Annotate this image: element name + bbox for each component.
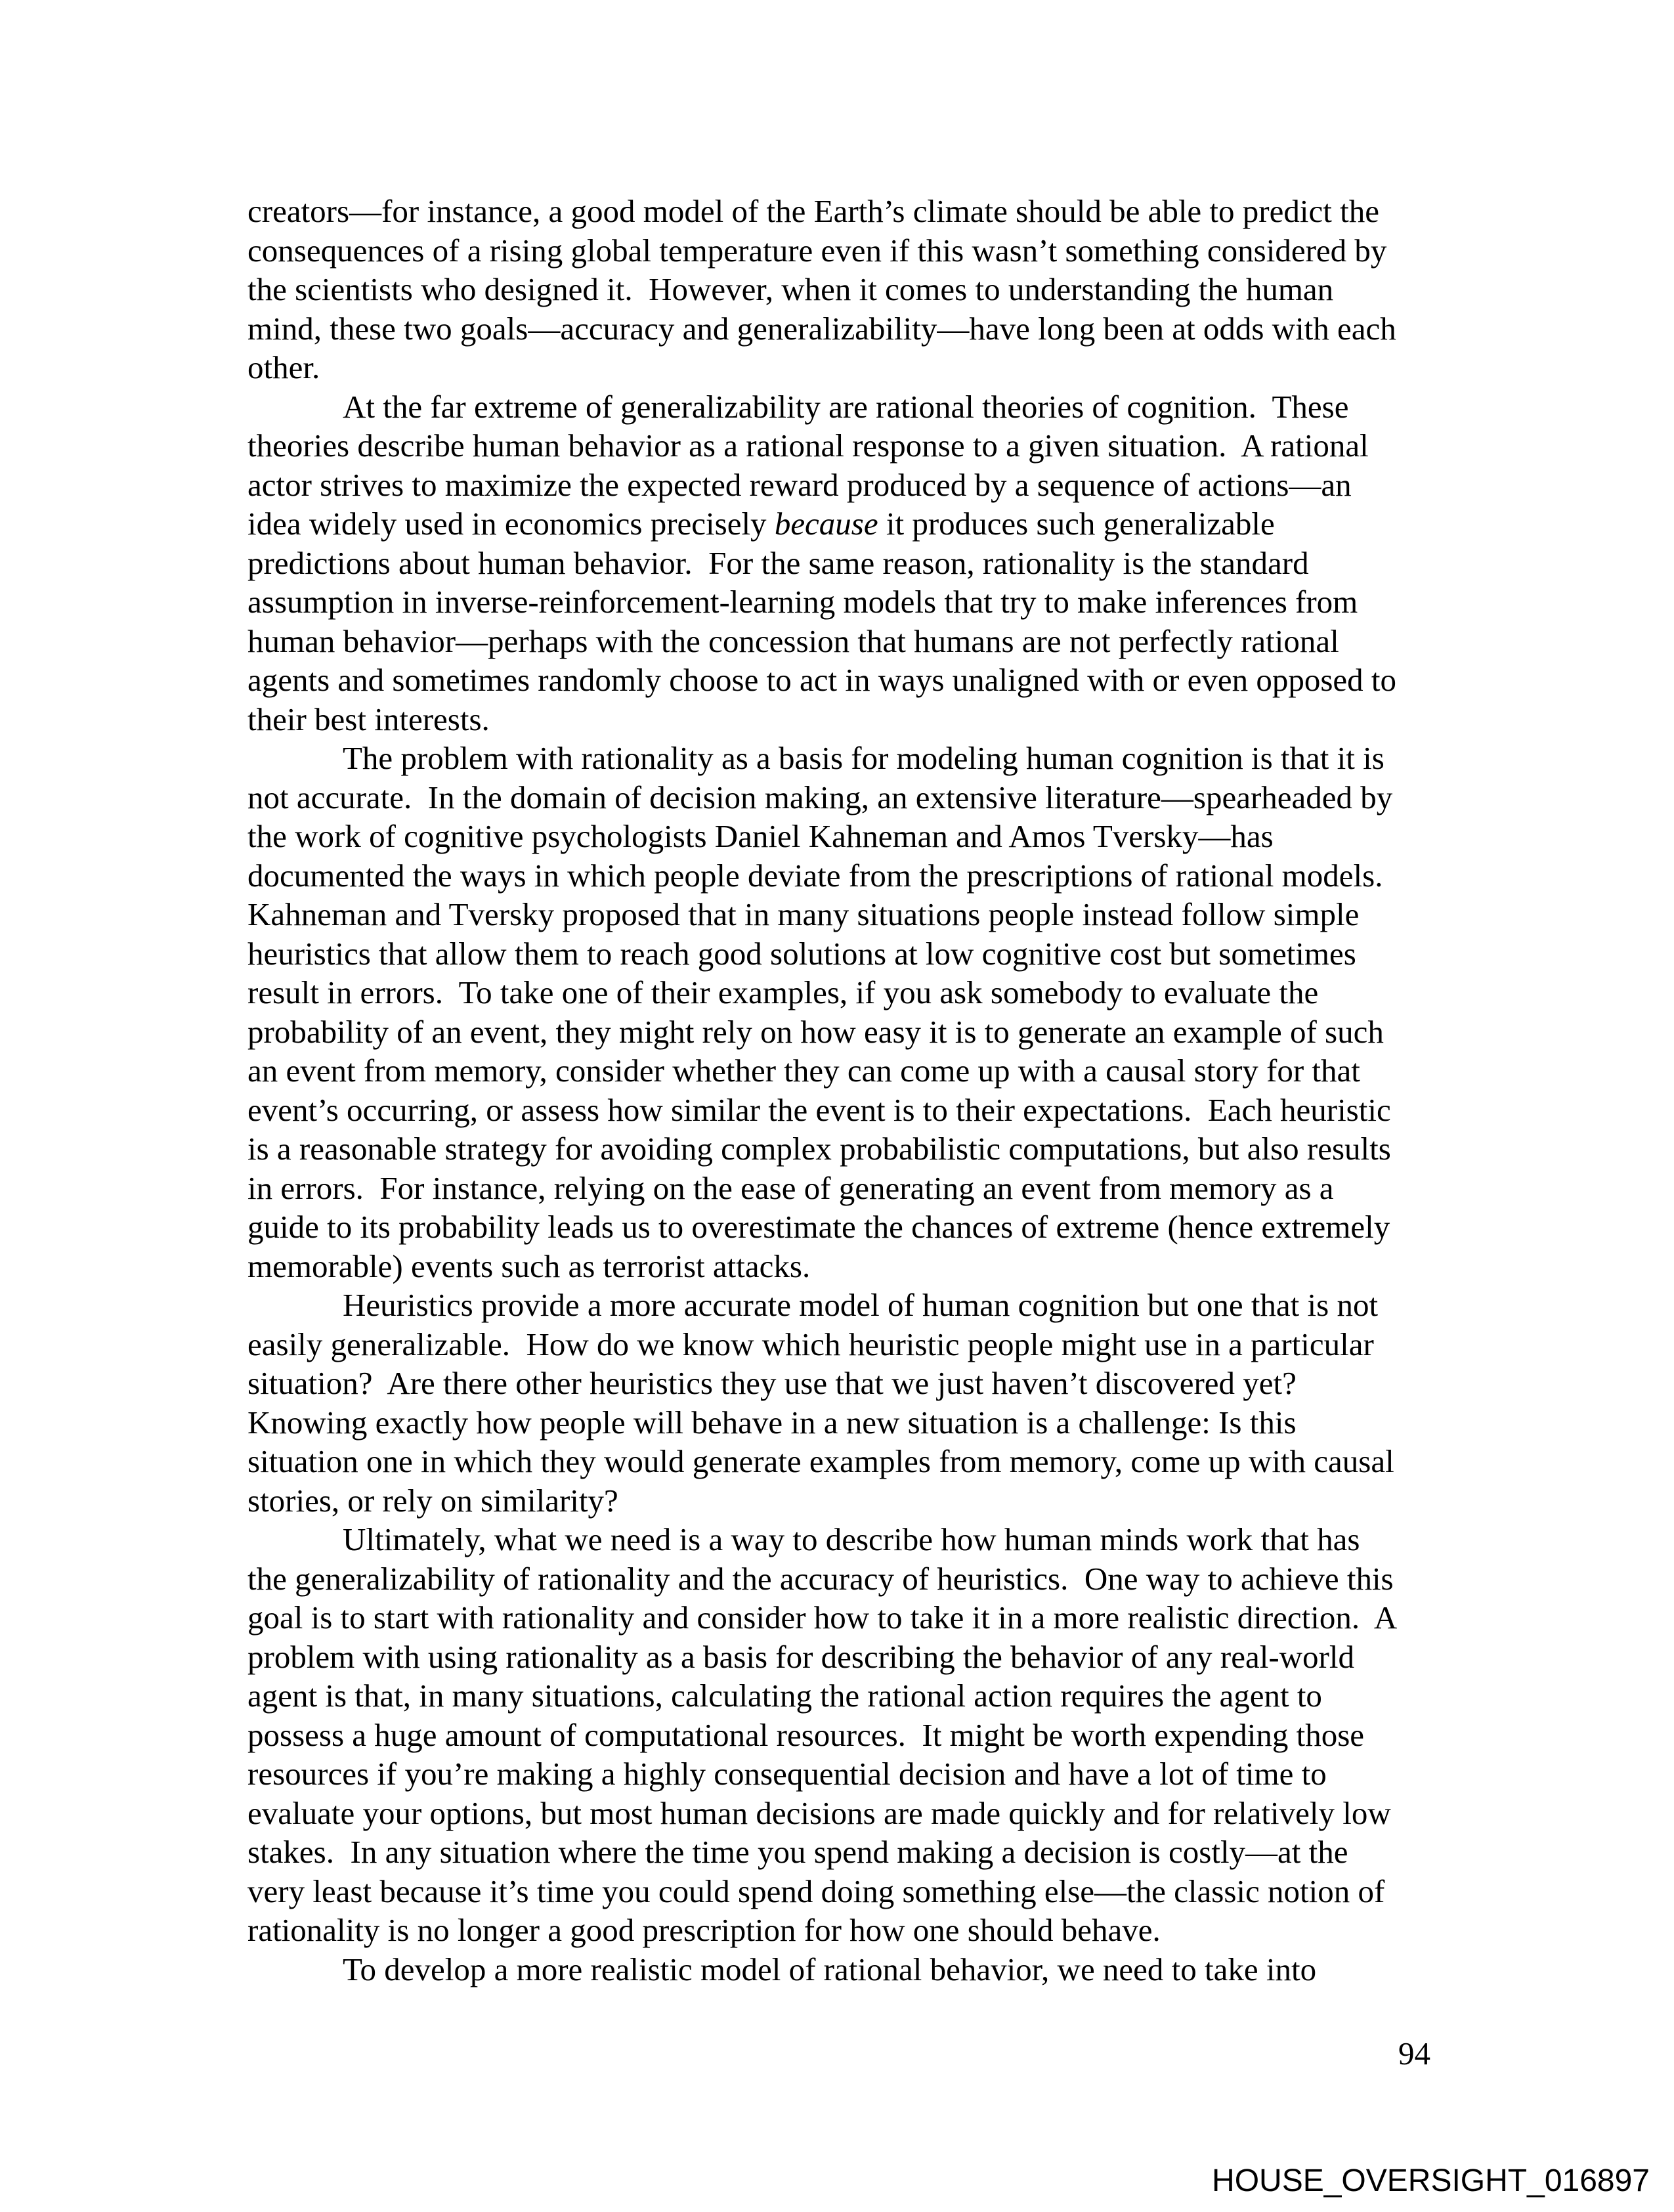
text-line: very least because it’s time you could spend doing something else—the classic notion of	[247, 1873, 1385, 1909]
text-line: situation? Are there other heuristics they use that we just haven’t discovered yet?	[247, 1365, 1297, 1401]
text-line: creators—for instance, a good model of the Earth’s climate should be able to predict the	[247, 193, 1379, 229]
text-line: stories, or rely on similarity?	[247, 1482, 618, 1519]
text-line: easily generalizable. How do we know which heuristic people might use in a particular	[247, 1326, 1374, 1362]
text-line: is a reasonable strategy for avoiding complex probabilistic computations, but also results	[247, 1131, 1391, 1167]
text-line: assumption in inverse-reinforcement-learning models that try to make inferences from	[247, 584, 1358, 620]
text-line: possess a huge amount of computational resources. It might be worth expending those	[247, 1716, 1365, 1753]
text-line: The problem with rationality as a basis for modeling human cognition is that it is	[343, 740, 1384, 776]
text-line: problem with using rationality as a basis for describing the behavior of any real-world	[247, 1638, 1354, 1675]
text-line: an event from memory, consider whether they can come up with a causal story for that	[247, 1052, 1360, 1089]
text-line: resources if you’re making a highly consequential decision and have a lot of time to	[247, 1756, 1327, 1792]
text-line: idea widely used in economics precisely because it produces such generalizable	[247, 506, 1275, 542]
text-line: mind, these two goals—accuracy and generalizability—have long been at odds with each	[247, 310, 1396, 347]
text-line: evaluate your options, but most human decisions are made quickly and for relatively low	[247, 1794, 1391, 1831]
text-line: Kahneman and Tversky proposed that in many situations people instead follow simple	[247, 896, 1360, 932]
text-line: situation one in which they would generate examples from memory, come up with causal	[247, 1443, 1394, 1479]
text-line: the work of cognitive psychologists Daniel Kahneman and Amos Tversky—has	[247, 818, 1274, 854]
text-line: documented the ways in which people deviate from the prescriptions of rational models.	[247, 857, 1383, 894]
text-line: predictions about human behavior. For the same reason, rationality is the standard	[247, 544, 1309, 581]
text-line: other.	[247, 349, 320, 385]
text-line: guide to its probability leads us to overestimate the chances of extreme (hence extremely	[247, 1209, 1390, 1245]
page-number: 94	[1398, 2035, 1430, 2071]
text-line: memorable) events such as terrorist attacks.	[247, 1247, 811, 1284]
text-line: in errors. For instance, relying on the ease of generating an event from memory as a	[247, 1169, 1334, 1206]
text-line: goal is to start with rationality and consider how to take it in a more realistic direction. A	[247, 1599, 1398, 1636]
text-line: theories describe human behavior as a rational response to a given situation. A rational	[247, 427, 1369, 464]
text-line: their best interests.	[247, 701, 490, 737]
text-line: Heuristics provide a more accurate model of human cognition but one that is not	[343, 1287, 1379, 1323]
text-line: stakes. In any situation where the time you spend making a decision is costly—at the	[247, 1834, 1348, 1870]
text-line: agents and sometimes randomly choose to act in ways unaligned with or even opposed to	[247, 662, 1397, 698]
text-line: Knowing exactly how people will behave in a new situation is a challenge: Is this	[247, 1404, 1297, 1441]
text-line: probability of an event, they might rely on how easy it is to generate an example of such	[247, 1013, 1384, 1050]
text-line: the generalizability of rationality and the accuracy of heuristics. One way to achieve this	[247, 1560, 1394, 1597]
text-line: human behavior—perhaps with the concession that humans are not perfectly rational	[247, 622, 1339, 659]
bates-stamp: HOUSE_OVERSIGHT_016897	[1212, 2163, 1650, 2198]
text-line: actor strives to maximize the expected reward produced by a sequence of actions—an	[247, 466, 1352, 503]
text-line: Ultimately, what we need is a way to describe how human minds work that has	[343, 1521, 1360, 1557]
text-line: To develop a more realistic model of rational behavior, we need to take into	[343, 1951, 1317, 1987]
text-line: consequences of a rising global temperature even if this wasn’t something considered by	[247, 232, 1387, 269]
text-line: At the far extreme of generalizability are rational theories of cognition. These	[343, 388, 1349, 425]
document-text	[247, 192, 1397, 1989]
text-line: result in errors. To take one of their examples, if you ask somebody to evaluate the	[247, 974, 1319, 1010]
text-line: heuristics that allow them to reach good solutions at low cognitive cost but sometimes	[247, 935, 1356, 972]
text-line: rationality is no longer a good prescription for how one should behave.	[247, 1912, 1161, 1948]
text-line: the scientists who designed it. However, when it comes to understanding the human	[247, 271, 1334, 307]
text-line: agent is that, in many situations, calculating the rational action requires the agent to	[247, 1678, 1322, 1714]
text-line: event’s occurring, or assess how similar the event is to their expectations. Each heuristic	[247, 1091, 1391, 1128]
text-line: not accurate. In the domain of decision making, an extensive literature—spearheaded by	[247, 779, 1393, 815]
